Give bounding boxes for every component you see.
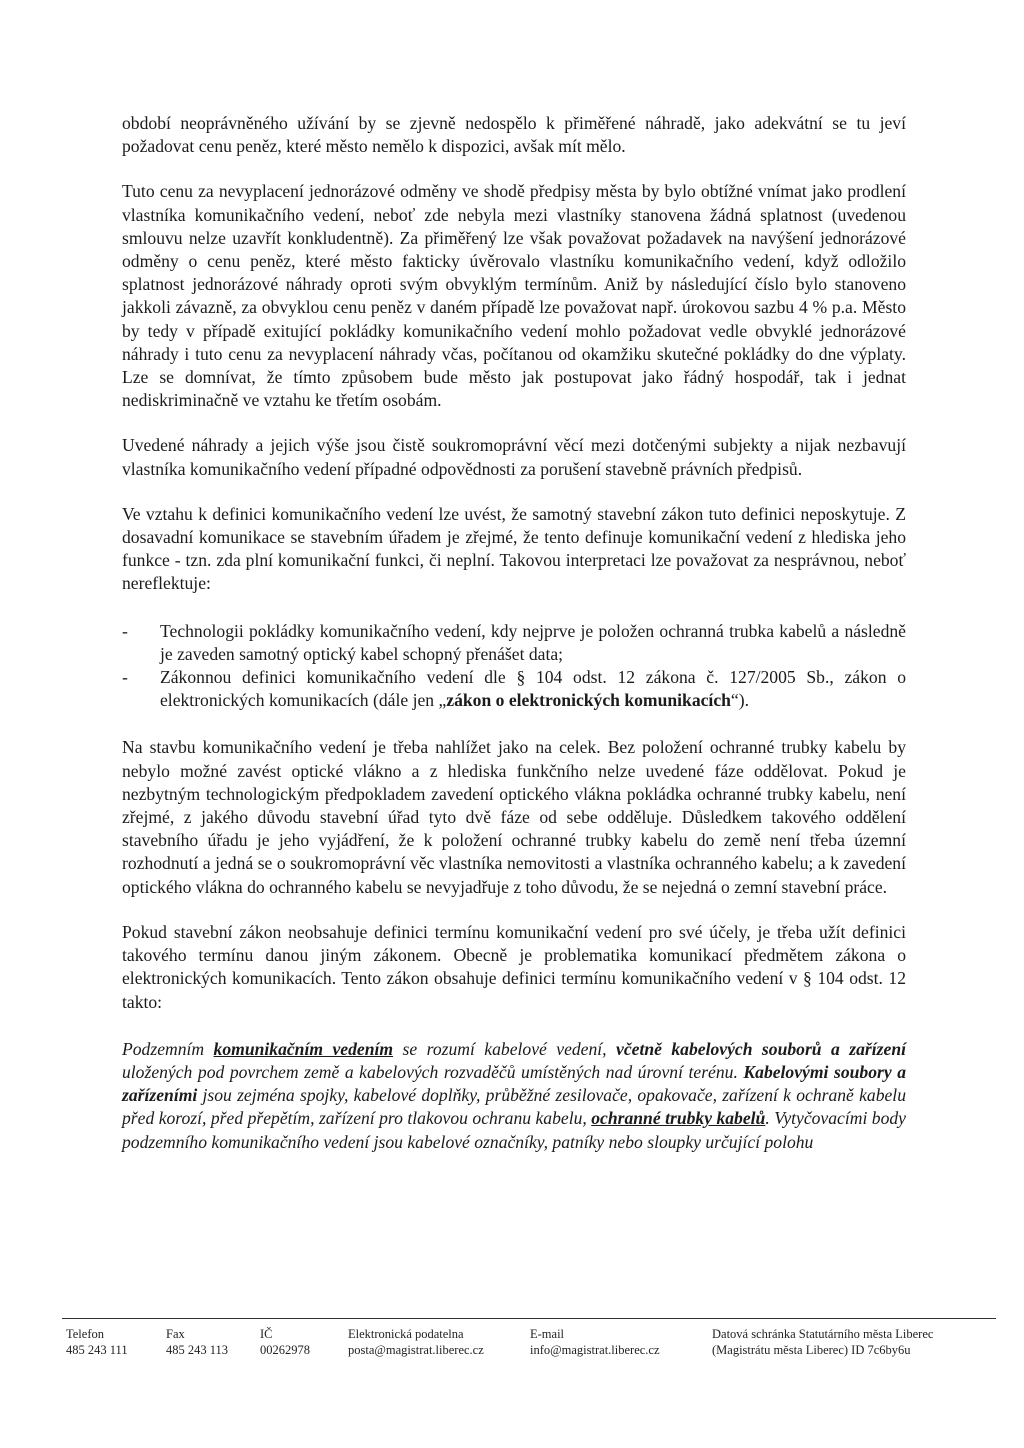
dash-bullet: - <box>122 620 128 641</box>
footer-podatelna <box>348 1326 484 1358</box>
paragraph-6: Pokud stavební zákon neobsahuje definici termínu komunikační vedení pro své účely, je třeba užít definici takového termínu danou jiným zákonem. Obecně je problematika komunikací předmětem zákona o elektronických komunikacích. Tento zákon obsahuje definici termínu komunikačního vedení v § 104 odst. 12 takto: <box>122 921 906 1012</box>
footer-telefon-label: Telefon <box>66 1327 104 1341</box>
footer-email-label: E-mail <box>530 1327 565 1341</box>
paragraph-1: období neoprávněného užívání by se zjevně nedospělo k přiměřené náhradě, jako adekvátní se tu jeví požadovat cenu peněz, které město nemělo k dispozici, avšak mít mělo. <box>122 113 906 157</box>
footer-datova-label: Datová schránka Statutárního města Liberec <box>712 1327 934 1341</box>
footer-ic-label: IČ <box>260 1327 273 1341</box>
footer-telefon <box>66 1326 128 1358</box>
footer-datova <box>712 1326 933 1358</box>
quote-text-3: uložených pod povrchem země a kabelových rozvaděčů umístěných nad úrovní terénu. <box>122 1061 744 1082</box>
footer-datova-value: (Magistrátu města Liberec) ID 7c6by6u <box>712 1343 911 1357</box>
quote-bold-underlined-2: ochranné trubky kabelů <box>591 1108 766 1129</box>
footer-email-value: info@magistrat.liberec.cz <box>530 1343 660 1357</box>
quote-text-5: . Vytyčovacími body podzemního komunikačního vedení jsou kabelové označníky, patníky nebo sloupky určující polohu <box>122 1108 906 1152</box>
letterhead-footer <box>66 1326 996 1366</box>
quote-text-2: se rozumí kabelové vedení, <box>393 1038 617 1059</box>
quote-bold-underlined-1: komunikačním vedením <box>213 1038 394 1059</box>
paragraph-2: Tuto cenu za nevyplacení jednorázové odměny ve shodě předpisy města by bylo obtížné vnímat jako prodlení vlastníka komunikačního vedení, neboť zde nebyla mezi vlastníky stanovena žádná splatnost (uvedenou smlouvu nelze uzavřít konkludentně). Za přiměřený lze však považovat požadavek na navýšení jednorázové odměny o cenu peněz, které město fakticky úvěrovalo vlastníku komunikačního vedení, když odložilo splatnost jednorázové náhrady oproti svým obvyklým termínům. Aniž by následující číslo bylo stanoveno jakkoli závazně, za obvyklou cenu peněz v daném případě lze považovat např. úrokovou sazbu 4 % p.a. Město by tedy v případě exitující pokládky komunikačního vedení mohlo požadovat vedle obvyklé jednorázové náhrady i tuto cenu za nevyplacení náhrady včas, počítanou od okamžiku skutečné pokládky do dne výplaty. Lze se domnívat, že tímto způsobem bude město jak postupovat jako řádný hospodář, tak i jednat nediskriminačně ve vztahu ke třetím osobám. <box>122 181 906 411</box>
paragraph-3: Uvedené náhrady a jejich výše jsou čistě soukromoprávní věcí mezi dotčenými subjekty a nijak nezbavují vlastníka komunikačního vedení případné odpovědnosti za porušení stavebně právních předpisů. <box>122 435 906 479</box>
list-item-1 <box>122 620 906 666</box>
footer-ic-value: 00262978 <box>260 1343 310 1357</box>
paragraph-5: Na stavbu komunikačního vedení je třeba nahlížet jako na celek. Bez položení ochranné trubky kabelu by nebylo možné zavést optické vlákno a z hlediska funkčního nelze uvedené fáze oddělovat. Pokud je nezbytným technologickým předpokladem zavedení optického vlákna pokládka ochranné trubky kabelu, není zřejmé, z jakého důvodu stavební úřad tyto dvě fáze od sebe odděluje. Důsledkem takového oddělení stavebního úřadu je jeho vyjádření, že k položení ochranné trubky kabelu do země není třeba územní rozhodnutí a jedná se o soukromoprávní věc vlastníka nemovitosti a vlastníka ochranného kabelu; a k zavedení optického vlákna do ochranného kabelu se nevyjadřuje z toho důvodu, že se nejedná o zemní stavební práce. <box>122 737 906 897</box>
footer-divider <box>62 1318 996 1319</box>
footer-telefon-value: 485 243 111 <box>66 1343 128 1357</box>
quote-text-1: Podzemním <box>122 1038 214 1059</box>
footer-podatelna-value: posta@magistrat.liberec.cz <box>348 1343 484 1357</box>
footer-email <box>530 1326 660 1358</box>
footer-fax-label: Fax <box>166 1327 185 1341</box>
footer-fax-value: 485 243 113 <box>166 1343 229 1357</box>
list-item-1-text: Technologii pokládky komunikačního vedení, kdy nejprve je položen ochranná trubka kabelů a následně je zaveden samotný optický kabel schopný přenášet data; <box>160 620 906 664</box>
dash-list <box>122 620 906 713</box>
document-body <box>122 112 906 1176</box>
list-item-2-text-before: Zákonnou definici komunikačního vedení dle § 104 odst. 12 zákona č. 127/2005 Sb., zákon o elektronických komunikacích (dále jen „ <box>160 667 906 711</box>
footer-podatelna-label: Elektronická podatelna <box>348 1327 464 1341</box>
law-quote <box>122 1038 906 1154</box>
footer-fax <box>166 1326 228 1358</box>
footer-ic <box>260 1326 310 1358</box>
list-item-2-text-after: “). <box>730 690 749 711</box>
dash-bullet: - <box>122 667 128 688</box>
paragraph-4: Ve vztahu k definici komunikačního vedení lze uvést, že samotný stavební zákon tuto definici neposkytuje. Z dosavadní komunikace se stavebním úřadem je zřejmé, že tento definuje komunikační vedení z hlediska jeho funkce - tzn. zda plní komunikační funkci, či neplní. Takovou interpretaci lze považovat za nesprávnou, neboť nereflektuje: <box>122 503 906 594</box>
list-item-2 <box>122 666 906 712</box>
list-item-2-bold-term: zákon o elektronických komunikacích <box>446 690 731 711</box>
quote-bold-1: včetně kabelových souborů a zařízení <box>616 1038 906 1059</box>
quote-text-4: jsou zejména spojky, kabelové doplňky, průběžné zesilovače, opakovače, zařízení k ochraně kabelu před korozí, před přepětím, zařízení pro tlakovou ochranu kabelu, <box>122 1085 906 1129</box>
quote-bold-2: Kabelovými soubory a zařízeními <box>122 1061 906 1106</box>
